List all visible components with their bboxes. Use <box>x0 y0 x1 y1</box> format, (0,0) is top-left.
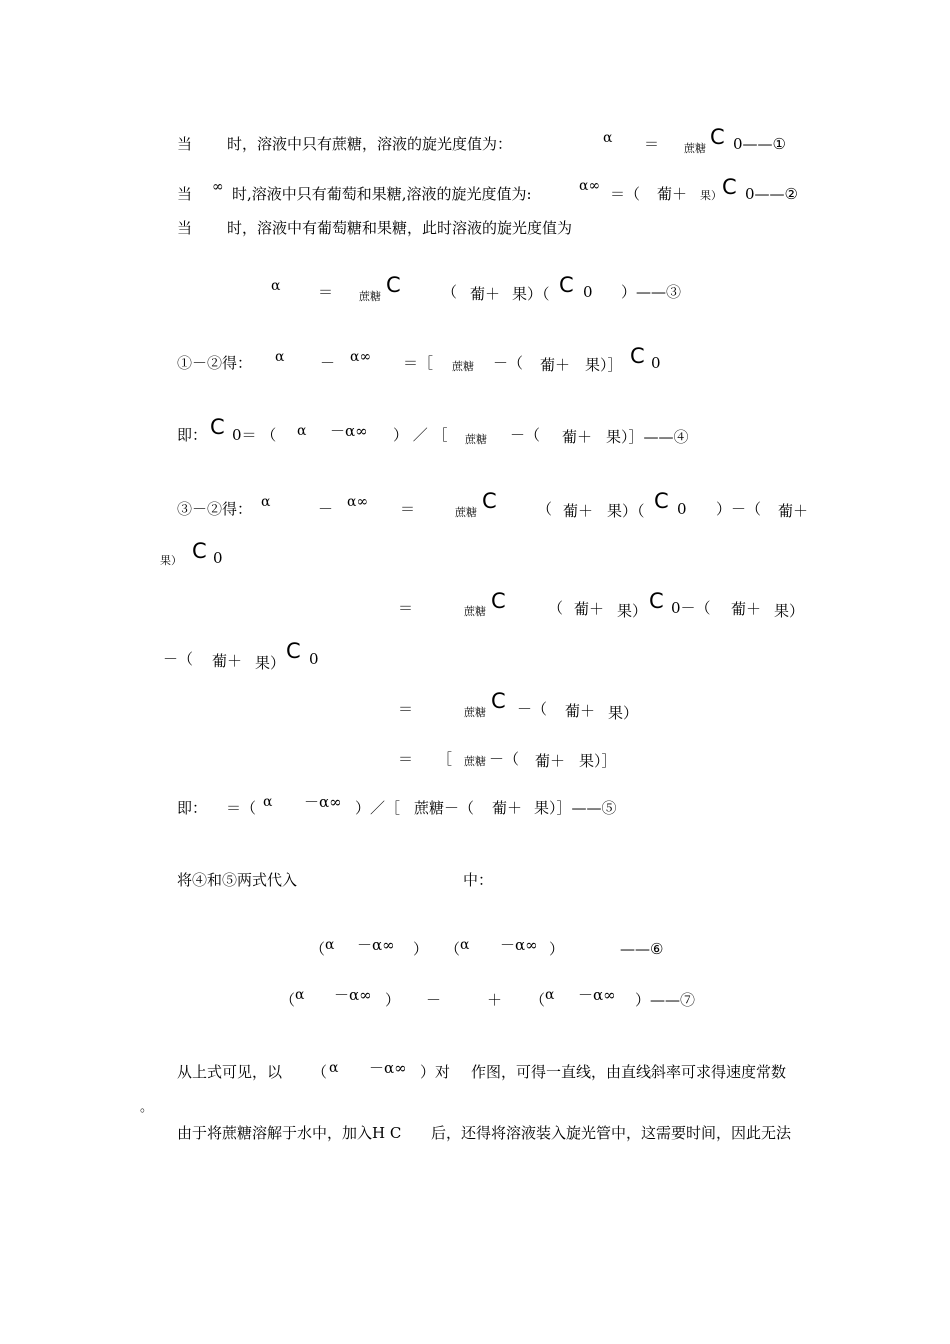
text-fragment: （ <box>310 940 326 958</box>
text-fragment: α <box>271 278 281 294</box>
text-fragment: ）／［ <box>355 799 401 817</box>
text-fragment: ）——③ <box>621 283 682 301</box>
text-fragment: 葡＋ <box>574 600 605 618</box>
text-fragment: 蔗糖 <box>359 290 381 303</box>
text-fragment: 果）］ <box>585 356 623 374</box>
text-fragment: 蔗糖 <box>465 433 487 446</box>
text-fragment: ＝（ <box>610 185 641 203</box>
text-fragment: C <box>192 539 207 563</box>
text-fragment: －（ <box>489 750 520 768</box>
text-fragment: 。 <box>140 1100 154 1115</box>
text-fragment: （ <box>280 991 296 1009</box>
text-fragment: －α∞ <box>304 793 342 811</box>
text-fragment: （ <box>537 500 553 518</box>
text-fragment: 果）］——④ <box>606 428 689 446</box>
text-fragment: － <box>320 354 336 372</box>
text-fragment: α <box>460 937 470 953</box>
text-fragment: ）－（ <box>716 500 762 518</box>
text-fragment: C <box>286 639 301 663</box>
text-fragment: C <box>210 415 225 439</box>
text-fragment: 当 <box>177 135 193 153</box>
text-fragment: 当 <box>177 219 193 237</box>
text-fragment: α <box>603 130 613 146</box>
text-fragment: （ <box>312 1063 328 1081</box>
text-fragment: 后，还得将溶液装入旋光管中，这需要时间，因此无法 <box>431 1124 792 1142</box>
text-fragment: 果） <box>608 704 639 722</box>
text-fragment: （ <box>548 599 564 617</box>
text-fragment: 0 <box>583 283 593 301</box>
text-fragment: ＝（ <box>226 799 257 817</box>
text-fragment: 葡＋ <box>778 502 809 520</box>
text-fragment: C <box>386 273 401 297</box>
text-fragment: 由于将蔗糖溶解于水中，加入H C <box>177 1124 402 1142</box>
text-fragment: 0－（ <box>671 599 711 617</box>
text-fragment: －（ <box>493 354 524 372</box>
text-fragment: ）——⑦ <box>635 991 696 1009</box>
text-fragment: －α∞ <box>330 422 368 440</box>
text-fragment: ［ <box>437 750 453 768</box>
text-fragment: α <box>329 1060 339 1076</box>
text-fragment: 果） <box>160 554 182 567</box>
text-fragment: 时，溶液中有葡萄糖和果糖，此时溶液的旋光度值为 <box>227 219 573 237</box>
text-fragment: ＋ <box>487 991 503 1009</box>
text-fragment: 0 <box>677 500 687 518</box>
text-fragment: ①－②得： <box>177 354 253 372</box>
text-fragment: 0 <box>309 650 319 668</box>
text-fragment: 即： <box>177 799 208 817</box>
text-fragment: －α∞ <box>357 936 395 954</box>
text-fragment: α <box>261 494 271 510</box>
text-fragment: ＝ <box>398 599 414 617</box>
text-fragment: ＝ <box>318 283 334 301</box>
text-fragment: 蔗糖 <box>684 142 706 155</box>
text-fragment: α <box>545 987 555 1003</box>
text-fragment: α <box>297 423 307 439</box>
text-fragment: 果） <box>255 654 286 672</box>
text-fragment: 葡＋ <box>657 185 688 203</box>
text-fragment: 果）（ <box>512 285 550 303</box>
text-fragment: ——⑥ <box>620 940 664 958</box>
text-fragment: 当 <box>177 185 193 203</box>
text-fragment: ＝ <box>398 700 414 718</box>
text-fragment: 果） <box>700 189 722 202</box>
text-fragment: 果） <box>774 602 805 620</box>
text-fragment: 葡＋ <box>563 502 594 520</box>
text-fragment: 果）］ <box>579 752 617 770</box>
text-fragment: 蔗糖－（ <box>414 799 475 817</box>
text-fragment: 将④和⑤两式代入 <box>177 871 298 889</box>
text-fragment: C <box>491 589 506 613</box>
text-fragment: α∞ <box>579 178 601 194</box>
text-fragment: （ <box>530 991 546 1009</box>
text-fragment: 作图，可得一直线，由直线斜率可求得速度常数 <box>471 1063 787 1081</box>
text-fragment: 葡＋ <box>492 799 523 817</box>
text-fragment: 蔗糖 <box>464 706 486 719</box>
text-fragment: ）对 <box>420 1063 451 1081</box>
text-fragment: ＝［ <box>403 354 434 372</box>
text-fragment: － <box>318 500 334 518</box>
text-fragment: ③－②得： <box>177 500 253 518</box>
text-fragment: －α∞ <box>334 986 372 1004</box>
text-fragment: α∞ <box>350 349 372 365</box>
text-fragment: C <box>482 489 497 513</box>
text-fragment: C <box>654 489 669 513</box>
text-fragment: 果）］——⑤ <box>534 799 617 817</box>
text-fragment: ） <box>385 991 401 1009</box>
text-fragment: α <box>275 349 285 365</box>
text-fragment: 葡＋ <box>470 285 501 303</box>
text-fragment: 从上式可见，以 <box>177 1063 283 1081</box>
text-fragment: C <box>722 175 737 199</box>
text-fragment: 时，溶液中只有蔗糖，溶液的旋光度值为： <box>227 135 513 153</box>
text-fragment: α <box>263 794 273 810</box>
text-fragment: 0 <box>651 354 661 372</box>
text-fragment: 果）（ <box>607 502 645 520</box>
text-fragment: －α∞ <box>500 936 538 954</box>
text-fragment: α∞ <box>347 494 369 510</box>
text-fragment: ＝ <box>644 135 660 153</box>
text-fragment: C <box>710 125 725 149</box>
text-fragment: 即： <box>177 426 208 444</box>
text-fragment: 蔗糖 <box>452 360 474 373</box>
text-fragment: 0＝ （ <box>232 426 277 444</box>
text-fragment: ∞ <box>212 179 224 195</box>
text-fragment: 蔗糖 <box>455 506 477 519</box>
text-fragment: C <box>491 689 506 713</box>
text-fragment: ） <box>549 940 565 958</box>
text-fragment: 葡＋ <box>731 600 762 618</box>
text-fragment: 葡＋ <box>565 702 596 720</box>
text-fragment: （ <box>442 283 458 301</box>
text-fragment: C <box>649 589 664 613</box>
text-fragment: 时,溶液中只有葡萄和果糖,溶液的旋光度值为: <box>232 185 532 203</box>
text-fragment: 中： <box>463 871 494 889</box>
text-fragment: 果） <box>617 602 648 620</box>
text-fragment: α <box>325 937 335 953</box>
text-fragment: ＝ <box>400 500 416 518</box>
text-fragment: －（ <box>163 650 194 668</box>
text-fragment: － <box>426 991 442 1009</box>
text-fragment: α <box>295 987 305 1003</box>
text-fragment: C <box>630 344 645 368</box>
text-fragment: C <box>559 273 574 297</box>
text-fragment: ） ／ ［ <box>393 426 448 444</box>
text-fragment: 葡＋ <box>540 356 571 374</box>
text-fragment: 0——① <box>733 135 786 153</box>
text-fragment: ） <box>413 940 429 958</box>
text-fragment: 葡＋ <box>212 652 243 670</box>
text-fragment: －（ <box>510 426 541 444</box>
text-fragment: －（ <box>517 700 548 718</box>
text-fragment: 0 <box>213 549 223 567</box>
text-fragment: －α∞ <box>369 1059 407 1077</box>
text-fragment: 葡＋ <box>562 428 593 446</box>
text-fragment: 蔗糖 <box>464 755 486 768</box>
text-fragment: 0——② <box>745 185 798 203</box>
text-fragment: 蔗糖 <box>464 605 486 618</box>
text-fragment: （ <box>445 940 461 958</box>
text-fragment: 葡＋ <box>535 752 566 770</box>
text-fragment: ＝ <box>398 750 414 768</box>
text-fragment: －α∞ <box>578 986 616 1004</box>
